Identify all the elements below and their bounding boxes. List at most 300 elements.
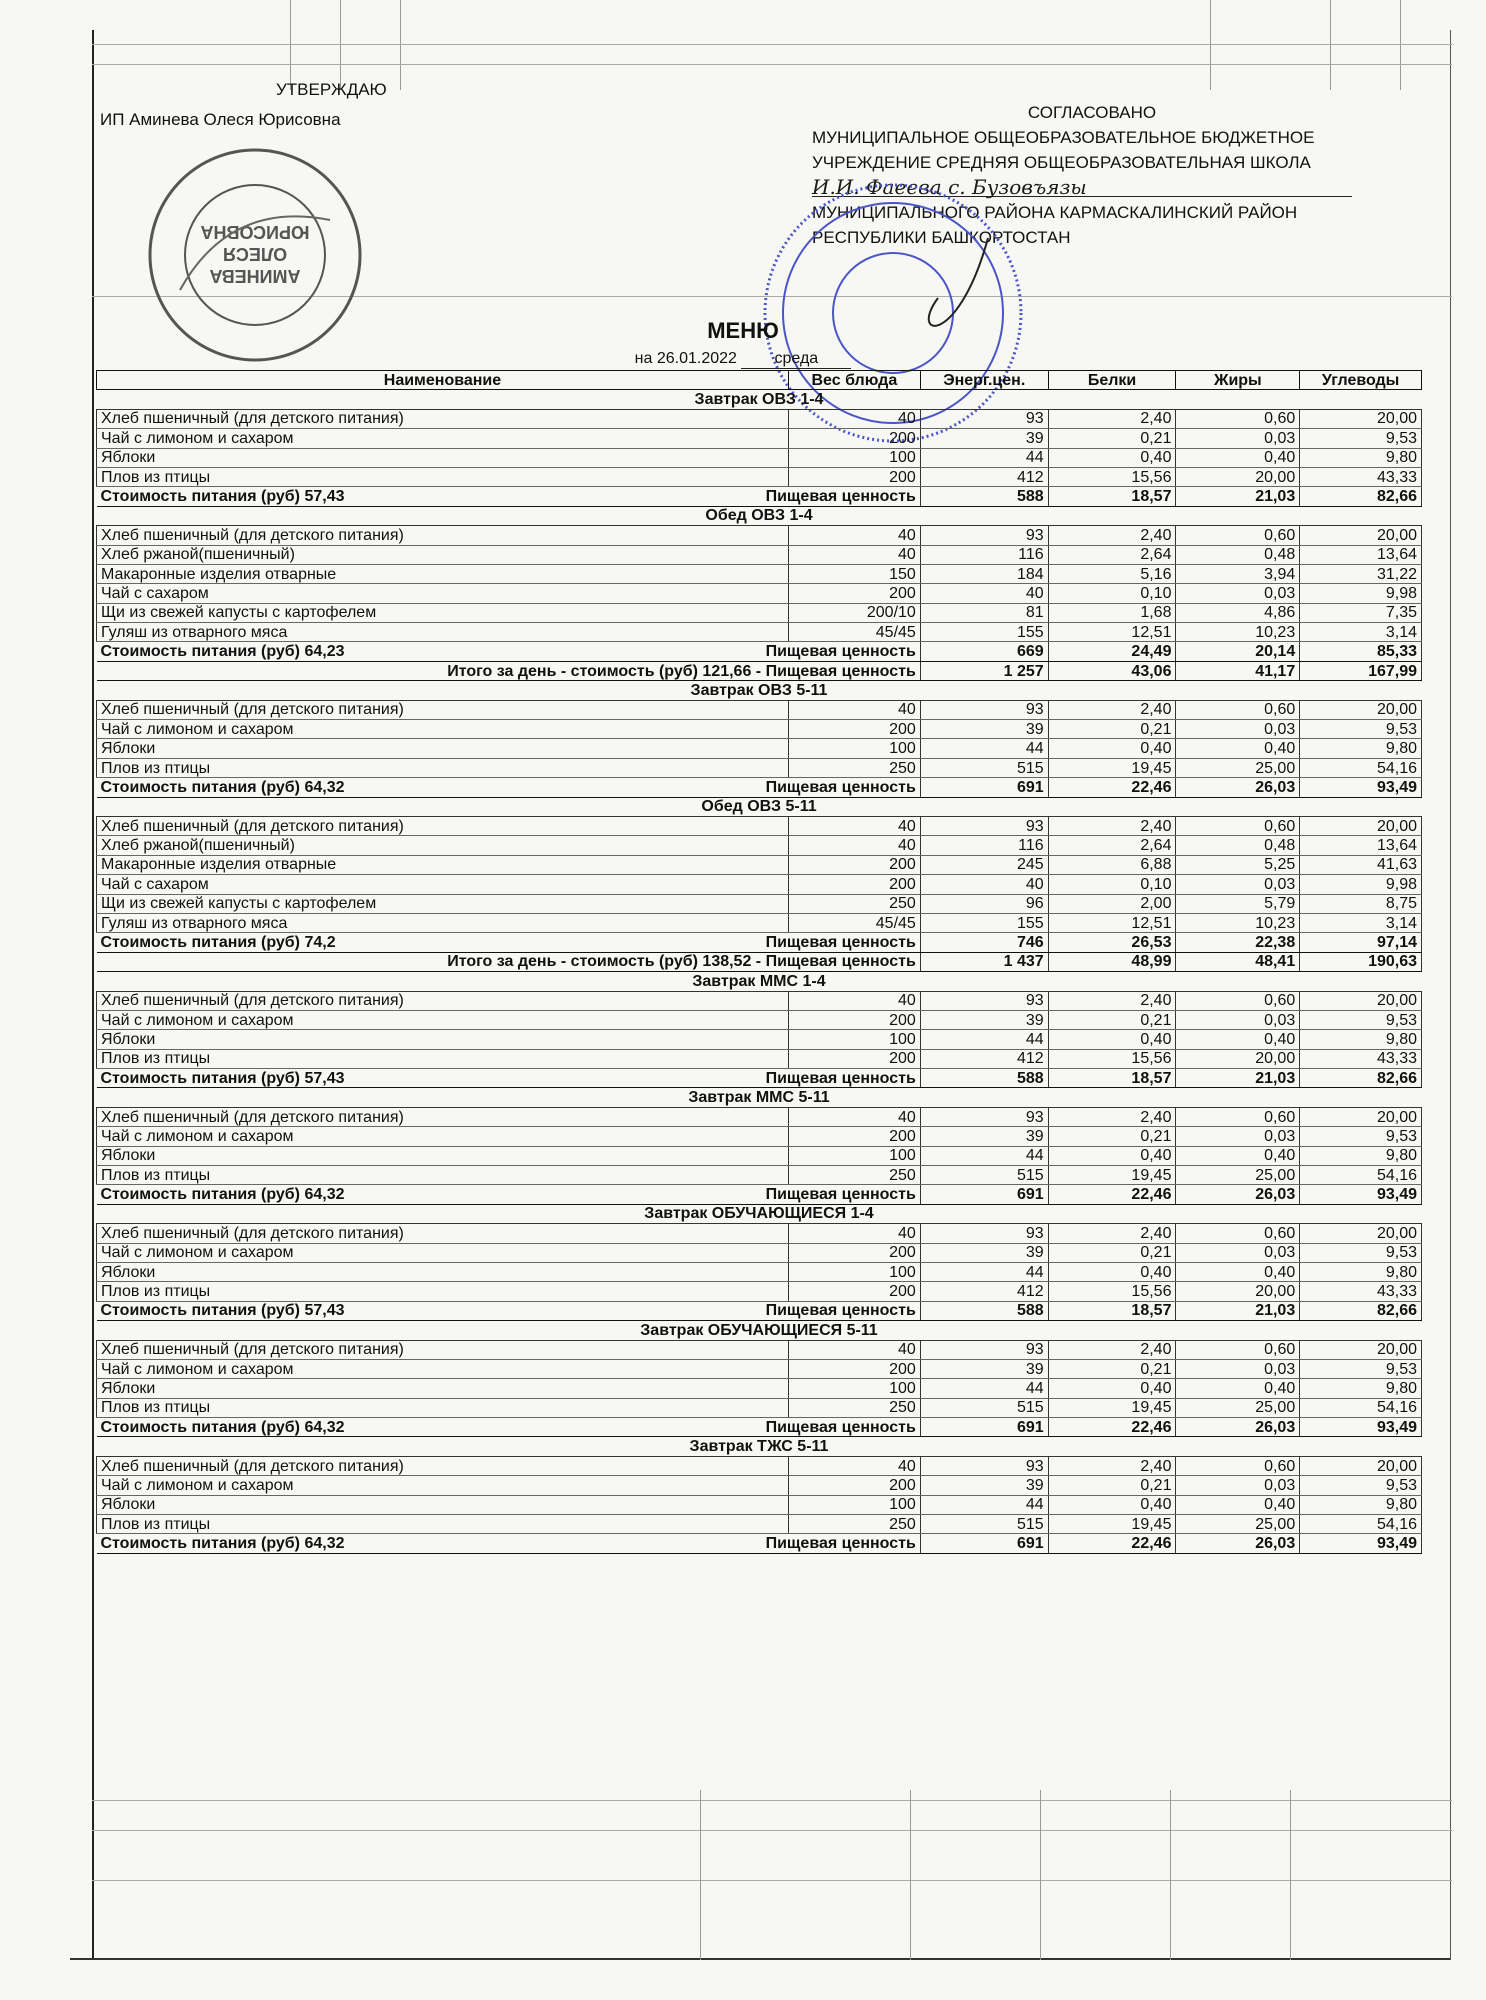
day-total-carbs: 190,63: [1300, 952, 1422, 971]
dish-carbs: 9,53: [1300, 1243, 1422, 1262]
dish-carbs: 9,80: [1300, 1495, 1422, 1514]
dish-protein: 15,56: [1048, 467, 1176, 486]
table-row: [97, 1243, 1422, 1262]
menu-table-body: [97, 390, 1422, 1553]
day-total-label: Итого за день - стоимость (руб) 138,52 - Пищевая ценность: [97, 952, 921, 971]
nutritional-value-label: Пищевая ценность: [765, 778, 916, 796]
dish-protein: 2,40: [1048, 409, 1176, 428]
day-total-fat: 41,17: [1176, 661, 1300, 680]
dish-energy: 93: [920, 1107, 1048, 1126]
section-header-row: [97, 1204, 1422, 1223]
total-energy: 746: [920, 933, 1048, 952]
dish-fat: 0,40: [1176, 1495, 1300, 1514]
total-protein: 22,46: [1048, 778, 1176, 797]
dish-energy: 116: [920, 836, 1048, 855]
dish-protein: 0,40: [1048, 1146, 1176, 1165]
dish-fat: 0,40: [1176, 1379, 1300, 1398]
dish-carbs: 20,00: [1300, 816, 1422, 835]
dish-protein: 19,45: [1048, 758, 1176, 777]
dish-weight: 40: [788, 1107, 920, 1126]
agreed-org-line: УЧРЕЖДЕНИЕ СРЕДНЯЯ ОБЩЕОБРАЗОВАТЕЛЬНАЯ ШКОЛА: [812, 153, 1311, 172]
day-total-energy: 1 437: [920, 952, 1048, 971]
svg-text:ЮРИСОВНА: ЮРИСОВНА: [200, 222, 310, 242]
meal-cost: Стоимость питания (руб) 57,43: [100, 1069, 345, 1087]
dish-name: Яблоки: [97, 1262, 789, 1281]
grid-line: [92, 44, 1452, 45]
total-fat: 26,03: [1176, 1534, 1300, 1553]
table-row: [97, 855, 1422, 874]
grid-line: [1290, 1790, 1291, 1960]
dish-energy: 81: [920, 603, 1048, 622]
dish-protein: 0,40: [1048, 1495, 1176, 1514]
total-protein: 26,53: [1048, 933, 1176, 952]
total-fat: 26,03: [1176, 1418, 1300, 1437]
dish-energy: 184: [920, 564, 1048, 583]
table-row: [97, 836, 1422, 855]
table-row: [97, 1030, 1422, 1049]
dish-fat: 5,79: [1176, 894, 1300, 913]
dish-weight: 40: [788, 700, 920, 719]
dish-fat: 0,60: [1176, 526, 1300, 545]
dish-name: Яблоки: [97, 1495, 789, 1514]
table-row: [97, 1379, 1422, 1398]
dish-name: Хлеб пшеничный (для детского питания): [97, 991, 789, 1010]
table-row: [97, 1262, 1422, 1281]
dish-name: Щи из свежей капусты с картофелем: [97, 894, 789, 913]
dish-name: Хлеб пшеничный (для детского питания): [97, 526, 789, 545]
table-row: [97, 758, 1422, 777]
section-title: Завтрак ОБУЧАЮЩИЕСЯ 5-11: [97, 1321, 1422, 1340]
dish-protein: 2,64: [1048, 545, 1176, 564]
dish-protein: 2,40: [1048, 1340, 1176, 1359]
dish-carbs: 3,14: [1300, 623, 1422, 642]
dish-protein: 2,40: [1048, 816, 1176, 835]
dish-energy: 39: [920, 1476, 1048, 1495]
table-row: [97, 584, 1422, 603]
dish-energy: 93: [920, 991, 1048, 1010]
total-protein: 18,57: [1048, 1069, 1176, 1088]
dish-energy: 40: [920, 875, 1048, 894]
dish-fat: 0,60: [1176, 991, 1300, 1010]
dish-protein: 0,40: [1048, 1379, 1176, 1398]
dish-name: Хлеб ржаной(пшеничный): [97, 545, 789, 564]
dish-carbs: 9,98: [1300, 875, 1422, 894]
dish-protein: 2,40: [1048, 991, 1176, 1010]
total-carbs: 93,49: [1300, 778, 1422, 797]
dish-carbs: 41,63: [1300, 855, 1422, 874]
dish-weight: 250: [788, 894, 920, 913]
dish-protein: 0,21: [1048, 1010, 1176, 1029]
total-protein: 22,46: [1048, 1534, 1176, 1553]
dish-carbs: 9,80: [1300, 739, 1422, 758]
dish-name: Хлеб пшеничный (для детского питания): [97, 816, 789, 835]
dish-carbs: 9,80: [1300, 1262, 1422, 1281]
total-carbs: 82,66: [1300, 1069, 1422, 1088]
cost-cell: [97, 487, 921, 506]
table-row: [97, 1107, 1422, 1126]
cost-cell: [97, 1301, 921, 1320]
total-carbs: 82,66: [1300, 1301, 1422, 1320]
table-row: [97, 1146, 1422, 1165]
dish-fat: 0,03: [1176, 1127, 1300, 1146]
nutritional-value-label: Пищевая ценность: [765, 1302, 916, 1320]
dish-weight: 200: [788, 467, 920, 486]
table-row: [97, 1010, 1422, 1029]
cost-summary-row: [97, 642, 1422, 661]
svg-text:ОЛЕСЯ: ОЛЕСЯ: [222, 244, 288, 264]
dish-energy: 116: [920, 545, 1048, 564]
dish-protein: 2,40: [1048, 1224, 1176, 1243]
column-header-protein: Белки: [1048, 371, 1176, 390]
day-total-energy: 1 257: [920, 661, 1048, 680]
dish-weight: 250: [788, 758, 920, 777]
dish-carbs: 9,98: [1300, 584, 1422, 603]
dish-carbs: 20,00: [1300, 1224, 1422, 1243]
total-energy: 588: [920, 487, 1048, 506]
day-total-row: [97, 952, 1422, 971]
dish-name: Плов из птицы: [97, 1515, 789, 1534]
dish-fat: 25,00: [1176, 758, 1300, 777]
dish-fat: 10,23: [1176, 913, 1300, 932]
cost-cell: [97, 1534, 921, 1553]
dish-carbs: 9,53: [1300, 429, 1422, 448]
section-title: Завтрак ММС 1-4: [97, 972, 1422, 991]
dish-carbs: 43,33: [1300, 1049, 1422, 1068]
dish-name: Плов из птицы: [97, 1282, 789, 1301]
date-prefix: на: [634, 350, 653, 367]
total-protein: 24,49: [1048, 642, 1176, 661]
dish-name: Яблоки: [97, 739, 789, 758]
total-energy: 691: [920, 1534, 1048, 1553]
dish-carbs: 9,80: [1300, 1146, 1422, 1165]
total-energy: 691: [920, 1418, 1048, 1437]
table-row: [97, 875, 1422, 894]
day-total-protein: 48,99: [1048, 952, 1176, 971]
dish-weight: 100: [788, 448, 920, 467]
cost-summary-row: [97, 1069, 1422, 1088]
dish-fat: 0,03: [1176, 584, 1300, 603]
dish-carbs: 9,53: [1300, 1476, 1422, 1495]
nutritional-value-label: Пищевая ценность: [765, 1418, 916, 1436]
dish-fat: 0,60: [1176, 816, 1300, 835]
total-energy: 588: [920, 1069, 1048, 1088]
cost-summary-row: [97, 1418, 1422, 1437]
table-row: [97, 623, 1422, 642]
meal-cost: Стоимость питания (руб) 64,23: [100, 643, 345, 661]
table-row: [97, 1476, 1422, 1495]
dish-protein: 15,56: [1048, 1282, 1176, 1301]
cost-cell: [97, 1418, 921, 1437]
dish-weight: 100: [788, 1495, 920, 1514]
dish-carbs: 7,35: [1300, 603, 1422, 622]
dish-weight: 40: [788, 816, 920, 835]
dish-name: Гуляш из отварного мяса: [97, 623, 789, 642]
dish-energy: 93: [920, 1224, 1048, 1243]
dish-protein: 0,21: [1048, 1127, 1176, 1146]
nutritional-value-label: Пищевая ценность: [765, 643, 916, 661]
dish-weight: 100: [788, 1146, 920, 1165]
dish-carbs: 9,53: [1300, 1127, 1422, 1146]
dish-carbs: 20,00: [1300, 526, 1422, 545]
dish-weight: 40: [788, 991, 920, 1010]
table-row: [97, 1224, 1422, 1243]
dish-protein: 12,51: [1048, 623, 1176, 642]
dish-fat: 0,48: [1176, 836, 1300, 855]
dish-weight: 200: [788, 1243, 920, 1262]
section-header-row: [97, 506, 1422, 525]
agreed-org-line: МУНИЦИПАЛЬНОГО РАЙОНА КАРМАСКАЛИНСКИЙ РАЙОН: [812, 203, 1298, 222]
dish-energy: 44: [920, 1379, 1048, 1398]
dish-weight: 200: [788, 1049, 920, 1068]
dish-weight: 200: [788, 875, 920, 894]
total-carbs: 93,49: [1300, 1534, 1422, 1553]
dish-weight: 200: [788, 1359, 920, 1378]
dish-weight: 200: [788, 1282, 920, 1301]
total-protein: 18,57: [1048, 487, 1176, 506]
cost-summary-row: [97, 1301, 1422, 1320]
dish-energy: 93: [920, 700, 1048, 719]
dish-protein: 0,21: [1048, 1359, 1176, 1378]
dish-name: Хлеб пшеничный (для детского питания): [97, 1224, 789, 1243]
dish-weight: 40: [788, 409, 920, 428]
total-protein: 18,57: [1048, 1301, 1176, 1320]
section-header-row: [97, 1088, 1422, 1107]
cost-cell: [97, 1185, 921, 1204]
dish-name: Чай с сахаром: [97, 584, 789, 603]
table-row: [97, 1340, 1422, 1359]
dish-energy: 515: [920, 758, 1048, 777]
table-row: [97, 720, 1422, 739]
dish-weight: 45/45: [788, 623, 920, 642]
dish-carbs: 9,80: [1300, 448, 1422, 467]
table-row: [97, 739, 1422, 758]
dish-energy: 39: [920, 429, 1048, 448]
nutritional-value-label: Пищевая ценность: [765, 1535, 916, 1553]
meal-cost: Стоимость питания (руб) 57,43: [100, 1302, 345, 1320]
cost-cell: [97, 642, 921, 661]
dish-carbs: 54,16: [1300, 1515, 1422, 1534]
dish-fat: 25,00: [1176, 1515, 1300, 1534]
menu-weekday: среда: [741, 350, 851, 369]
grid-line: [92, 64, 1452, 65]
dish-weight: 40: [788, 1340, 920, 1359]
dish-fat: 20,00: [1176, 467, 1300, 486]
dish-weight: 250: [788, 1398, 920, 1417]
section-title: Завтрак ОБУЧАЮЩИЕСЯ 1-4: [97, 1204, 1422, 1223]
table-row: [97, 1456, 1422, 1475]
dish-weight: 200: [788, 1476, 920, 1495]
dish-fat: 0,60: [1176, 1340, 1300, 1359]
dish-energy: 39: [920, 1010, 1048, 1029]
dish-carbs: 13,64: [1300, 836, 1422, 855]
table-row: [97, 991, 1422, 1010]
cost-summary-row: [97, 487, 1422, 506]
dish-fat: 0,60: [1176, 1107, 1300, 1126]
dish-energy: 412: [920, 1049, 1048, 1068]
dish-weight: 100: [788, 739, 920, 758]
total-carbs: 93,49: [1300, 1185, 1422, 1204]
dish-energy: 44: [920, 1030, 1048, 1049]
dish-name: Чай с лимоном и сахаром: [97, 1359, 789, 1378]
total-energy: 588: [920, 1301, 1048, 1320]
dish-weight: 100: [788, 1030, 920, 1049]
total-fat: 22,38: [1176, 933, 1300, 952]
dish-fat: 0,03: [1176, 1010, 1300, 1029]
dish-fat: 0,40: [1176, 448, 1300, 467]
dish-name: Яблоки: [97, 1030, 789, 1049]
dish-fat: 0,03: [1176, 1243, 1300, 1262]
dish-energy: 96: [920, 894, 1048, 913]
day-total-label: Итого за день - стоимость (руб) 121,66 - Пищевая ценность: [97, 661, 921, 680]
dish-protein: 2,40: [1048, 1107, 1176, 1126]
dish-name: Плов из птицы: [97, 1166, 789, 1185]
approve-name: ИП Аминева Олеся Юрисовна: [100, 110, 341, 129]
dish-carbs: 43,33: [1300, 1282, 1422, 1301]
column-header-energy: Энерг.цен.: [920, 371, 1048, 390]
dish-name: Щи из свежей капусты с картофелем: [97, 603, 789, 622]
dish-carbs: 20,00: [1300, 991, 1422, 1010]
dish-carbs: 20,00: [1300, 1340, 1422, 1359]
dish-fat: 20,00: [1176, 1282, 1300, 1301]
dish-carbs: 13,64: [1300, 545, 1422, 564]
dish-energy: 39: [920, 720, 1048, 739]
dish-fat: 5,25: [1176, 855, 1300, 874]
section-title: Завтрак ММС 5-11: [97, 1088, 1422, 1107]
page-title: МЕНЮ: [707, 318, 779, 343]
dish-name: Хлеб пшеничный (для детского питания): [97, 700, 789, 719]
dish-energy: 155: [920, 623, 1048, 642]
day-total-carbs: 167,99: [1300, 661, 1422, 680]
dish-energy: 93: [920, 816, 1048, 835]
day-total-fat: 48,41: [1176, 952, 1300, 971]
dish-name: Плов из птицы: [97, 1049, 789, 1068]
total-fat: 21,03: [1176, 1069, 1300, 1088]
dish-protein: 0,21: [1048, 1476, 1176, 1495]
dish-fat: 0,60: [1176, 409, 1300, 428]
dish-weight: 200/10: [788, 603, 920, 622]
dish-protein: 15,56: [1048, 1049, 1176, 1068]
nutritional-value-label: Пищевая ценность: [765, 1069, 916, 1087]
grid-line: [1400, 0, 1401, 90]
day-total-protein: 43,06: [1048, 661, 1176, 680]
dish-weight: 200: [788, 720, 920, 739]
section-title: Завтрак ОВЗ 5-11: [97, 681, 1422, 700]
dish-carbs: 54,16: [1300, 1398, 1422, 1417]
section-title: Завтрак ОВЗ 1-4: [97, 390, 1422, 409]
total-carbs: 85,33: [1300, 642, 1422, 661]
dish-name: Чай с лимоном и сахаром: [97, 1127, 789, 1146]
dish-name: Макаронные изделия отварные: [97, 564, 789, 583]
table-row: [97, 1282, 1422, 1301]
dish-weight: 250: [788, 1166, 920, 1185]
total-carbs: 93,49: [1300, 1418, 1422, 1437]
svg-text:АМИНЕВА: АМИНЕВА: [209, 266, 301, 286]
dish-weight: 200: [788, 429, 920, 448]
dish-weight: 45/45: [788, 913, 920, 932]
nutritional-value-label: Пищевая ценность: [765, 1186, 916, 1204]
dish-energy: 515: [920, 1166, 1048, 1185]
dish-protein: 2,40: [1048, 1456, 1176, 1475]
table-row: [97, 1495, 1422, 1514]
meal-cost: Стоимость питания (руб) 57,43: [100, 488, 345, 506]
dish-fat: 0,40: [1176, 1146, 1300, 1165]
section-header-row: [97, 1321, 1422, 1340]
dish-name: Чай с лимоном и сахаром: [97, 1476, 789, 1495]
dish-energy: 93: [920, 1456, 1048, 1475]
meal-cost: Стоимость питания (руб) 64,32: [100, 778, 345, 796]
dish-protein: 0,10: [1048, 875, 1176, 894]
agreed-org-line: РЕСПУБЛИКИ БАШКОРТОСТАН: [812, 228, 1071, 247]
table-row: [97, 816, 1422, 835]
meal-cost: Стоимость питания (руб) 64,32: [100, 1535, 345, 1553]
dish-fat: 0,40: [1176, 739, 1300, 758]
dish-energy: 93: [920, 409, 1048, 428]
table-row: [97, 1049, 1422, 1068]
dish-protein: 2,40: [1048, 526, 1176, 545]
dish-fat: 0,03: [1176, 1359, 1300, 1378]
dish-carbs: 3,14: [1300, 913, 1422, 932]
column-header-name: Наименование: [97, 371, 789, 390]
day-total-row: [97, 661, 1422, 680]
total-fat: 20,14: [1176, 642, 1300, 661]
dish-weight: 200: [788, 584, 920, 603]
dish-fat: 25,00: [1176, 1398, 1300, 1417]
menu-date: 26.01.2022: [656, 350, 737, 367]
grid-line: [340, 0, 341, 90]
dish-energy: 93: [920, 526, 1048, 545]
table-row: [97, 1127, 1422, 1146]
dish-name: Плов из птицы: [97, 467, 789, 486]
dish-fat: 20,00: [1176, 1049, 1300, 1068]
dish-protein: 2,40: [1048, 700, 1176, 719]
table-row: [97, 429, 1422, 448]
table-row: [97, 913, 1422, 932]
column-header-carbs: Углеводы: [1300, 371, 1422, 390]
grid-line: [92, 1880, 1452, 1881]
grid-line: [1210, 0, 1211, 90]
column-header-weight: Вес блюда: [788, 371, 920, 390]
dish-name: Плов из птицы: [97, 1398, 789, 1417]
dish-energy: 44: [920, 1262, 1048, 1281]
nutritional-value-label: Пищевая ценность: [765, 934, 916, 952]
dish-weight: 100: [788, 1262, 920, 1281]
total-carbs: 97,14: [1300, 933, 1422, 952]
grid-line: [1040, 1790, 1041, 1960]
table-row: [97, 526, 1422, 545]
dish-weight: 200: [788, 1127, 920, 1146]
agreed-title: СОГЛАСОВАНО: [1027, 103, 1157, 122]
total-fat: 26,03: [1176, 778, 1300, 797]
dish-fat: 10,23: [1176, 623, 1300, 642]
total-fat: 21,03: [1176, 487, 1300, 506]
dish-fat: 0,48: [1176, 545, 1300, 564]
cost-cell: [97, 1069, 921, 1088]
dish-fat: 0,03: [1176, 875, 1300, 894]
table-row: [97, 1398, 1422, 1417]
dish-protein: 0,40: [1048, 739, 1176, 758]
dish-name: Плов из птицы: [97, 758, 789, 777]
dish-fat: 3,94: [1176, 564, 1300, 583]
dish-protein: 0,21: [1048, 429, 1176, 448]
dish-energy: 39: [920, 1243, 1048, 1262]
dish-protein: 0,21: [1048, 1243, 1176, 1262]
total-protein: 22,46: [1048, 1185, 1176, 1204]
dish-carbs: 20,00: [1300, 700, 1422, 719]
dish-fat: 0,03: [1176, 429, 1300, 448]
table-row: [97, 467, 1422, 486]
column-header-fat: Жиры: [1176, 371, 1300, 390]
cost-summary-row: [97, 1534, 1422, 1553]
